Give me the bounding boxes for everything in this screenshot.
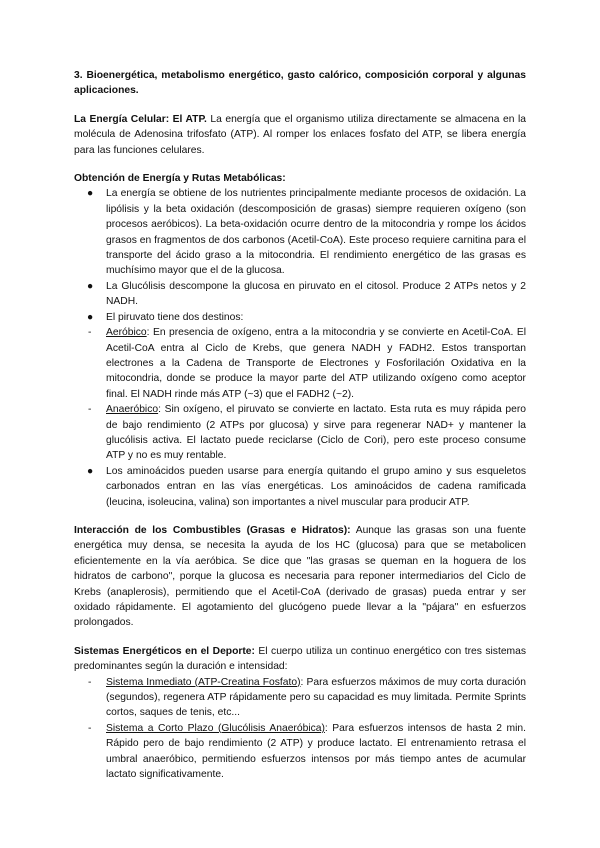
fuel-interaction-paragraph: Interacción de los Combustibles (Grasas e Hidratos): Aunque las grasas son una fuente energética muy densa, se necesita la ayuda de los HC (glucosa) para que se metabolicen eficientemente en la vía aeróbica. Se dice que "las grasas se queman en la hoguera de los hidratos de carbono", porque la glucosa es necesaria para reponer intermediarios del Ciclo de Krebs (anaplerosis), permitiendo que el Acetil-CoA (derivado de grasas) pueda entrar y ser oxidado rápidamente. El agotamiento del glucógeno puede llevar a la "pájara" en esfuerzos prolongados.: [74, 524, 527, 629]
dash-marker: -: [88, 327, 92, 339]
list-item: - Sistema a Corto Plazo (Glucólisis Anaeróbica): Para esfuerzos intensos de hasta 2 min. Rápido pero de bajo rendimiento (2 ATP) y produce lactato. El entrenamiento retrasa el umbral anaeróbico, permitiendo esfuerzos intensos por más tiempo antes de acumular lactato significativamente.: [88, 722, 527, 781]
list-item: ● La energía se obtiene de los nutrientes principalmente mediante procesos de oxidación. La lipólisis y la beta oxidación (descomposición de grasas) siempre requieren oxígeno (son procesos aeróbicos). La beta-oxidación ocurre dentro de la mitocondria y rompe los ácidos grasos en fragmentos de dos carbonos (Acetil-CoA). Este proceso requiere carnitina para el transporte del ácido graso a la mitocondria. El rendimiento energético de las grasas es muchísimo mayor que el de la glucosa.: [87, 188, 526, 277]
short-term-system-label: Sistema a Corto Plazo (Glucólisis Anaeróbica): [106, 722, 325, 734]
list-item: ● La Glucólisis descompone la glucosa en piruvato en el citosol. Produce 2 ATPs netos y 2 NADH.: [87, 280, 526, 308]
bullet-marker: ●: [87, 280, 94, 292]
metabolic-routes-heading: Obtención de Energía y Rutas Metabólicas:: [74, 173, 286, 185]
list-item: ● Los aminoácidos pueden usarse para energía quitando el grupo amino y sus esqueletos carbonados entran en las vías energéticas. Los aminoácidos de cadena ramificada (leucina, isoleucina, valina) son importantes a nivel muscular para producir ATP.: [87, 465, 526, 508]
section-title: 3. Bioenergética, metabolismo energético, gasto calórico, composición corporal y algunas aplicaciones.: [74, 70, 526, 97]
atp-text: La energía que el organismo utiliza directamente se almacena en la molécula de Adenosina trifosfato (ATP). Al romper los enlaces fosfato del ATP, se libera energía para las funciones celulares.: [74, 113, 526, 156]
metabolic-routes-list: [74, 186, 526, 510]
atp-heading: La Energía Celular: El ATP.: [74, 113, 207, 125]
dash-marker: -: [88, 676, 92, 688]
aerobic-label: Aeróbico: [106, 327, 147, 339]
metabolic-routes-section: [74, 171, 526, 510]
list-item: - Anaeróbico: Sin oxígeno, el piruvato se convierte en lactato. Esta ruta es muy rápida pero de bajo rendimiento (2 ATPs por glucosa) y sirve para regenerar NAD+ y mantener la glucólisis activa. El lactato puede reciclarse (Ciclo de Cori), pero este proceso consume ATP y no es muy rentable.: [88, 404, 526, 462]
bullet-marker: ●: [87, 311, 94, 323]
fuel-interaction-heading: Interacción de los Combustibles (Grasas e Hidratos):: [74, 524, 351, 536]
atp-paragraph: [74, 112, 526, 158]
bullet-marker: ●: [87, 465, 94, 477]
bullet-marker: ●: [87, 188, 94, 200]
energy-systems-section: Sistemas Energéticos en el Deporte: El cuerpo utiliza un continuo energético con tres sistemas predominantes según la duración e intensidad: - Sistema Inmediato (ATP-Creatina Fosfato): Para esfuerzos máximos de muy corta duración (segundos), regenera ATP rápidamente pero su capacidad es muy limitada. Permite Sprints cortos, saques de tenis, etc... - Sistema a Corto Plazo (Glucólisis Anaeróbica): Para esfuerzos intensos de hasta 2 min. Rápido pero de bajo rendimiento (2 ATP) y produce lactato. El entrenamiento retrasa el umbral anaeróbico, permitiendo esfuerzos intensos por más tiempo antes de acumular lactato significativamente.: [74, 644, 526, 783]
dash-marker: -: [88, 404, 92, 416]
list-item: - Aeróbico: En presencia de oxígeno, entra a la mitocondria y se convierte en Acetil-CoA. El Acetil-CoA entra al Ciclo de Krebs, que genera NADH y FADH2. Estos transportan electrones a la Cadena de Transporte de Electrones y Fosforilación Oxidativa en la mitocondria, donde se produce la mayor parte del ATP utilizando oxígeno como aceptor final. El NADH rinde más ATP (~3) que el FADH2 (~2).: [88, 327, 526, 400]
energy-systems-list: [74, 675, 526, 783]
dash-marker: -: [88, 722, 92, 734]
anaerobic-label: Anaeróbico: [106, 404, 159, 416]
list-item: - Sistema Inmediato (ATP-Creatina Fosfato): Para esfuerzos máximos de muy corta duración (segundos), regenera ATP rápidamente pero su capacidad es muy limitada. Permite Sprints cortos, saques de tenis, etc...: [88, 676, 526, 719]
energy-systems-heading: Sistemas Energéticos en el Deporte:: [74, 645, 255, 657]
list-item: ● El piruvato tiene dos destinos:: [74, 310, 526, 325]
immediate-system-label: Sistema Inmediato (ATP-Creatina Fosfato): [106, 676, 301, 688]
